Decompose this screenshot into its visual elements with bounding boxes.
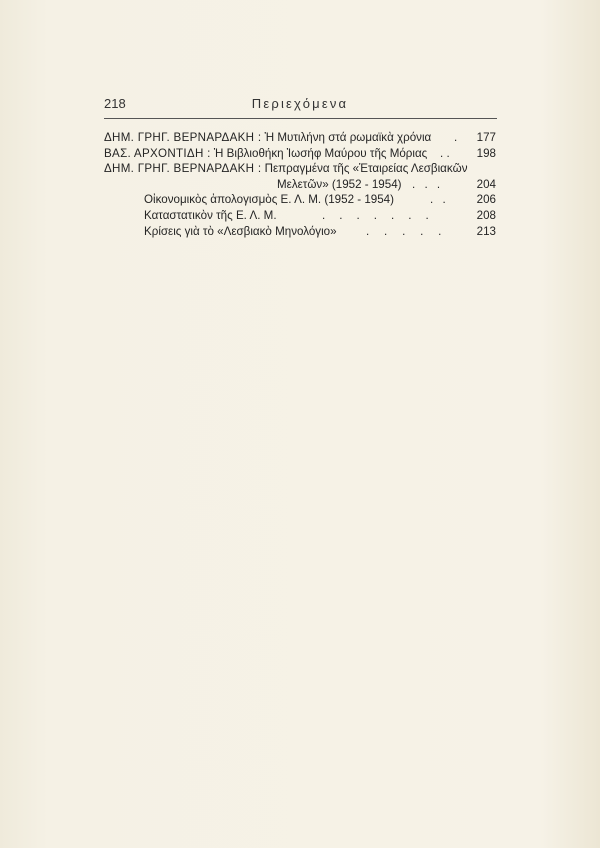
toc-page-number: 208 xyxy=(476,208,496,222)
header-rule xyxy=(104,118,497,119)
toc-title: Ἡ Βιβλιοθήκη Ἰωσήφ Μαύρου τῆς Μόριας xyxy=(213,146,428,160)
table-of-contents xyxy=(104,130,496,239)
toc-leader: . . xyxy=(430,193,449,207)
toc-page-number: 177 xyxy=(476,131,496,144)
toc-page-number: 198 xyxy=(476,146,496,160)
toc-page-number: 206 xyxy=(476,193,496,207)
toc-leader: . . xyxy=(440,146,450,160)
toc-entry xyxy=(104,177,496,193)
toc-page-number: 213 xyxy=(476,224,496,238)
toc-title: Οἰκονομικὸς ἀπολογισμὸς Ε. Λ. Μ. (1952 - 1954) xyxy=(144,193,394,207)
toc-author: ΔΗΜ. ΓΡΗΓ. ΒΕΡΝΑΡΔΑΚΗ : xyxy=(104,131,262,144)
toc-title: Πεπραγμένα τῆς «Ἑταιρείας Λεσβιακῶν xyxy=(264,162,468,176)
toc-leader: . . . xyxy=(412,177,444,191)
toc-title: Μελετῶν» (1952 - 1954) xyxy=(277,177,402,191)
page-header xyxy=(104,96,496,116)
toc-entry xyxy=(104,208,496,224)
toc-title: Καταστατικὸν τῆς Ε. Λ. Μ. xyxy=(144,208,277,222)
toc-leader: . xyxy=(454,131,458,144)
toc-entry xyxy=(104,161,496,177)
toc-entry xyxy=(104,224,496,240)
running-title: Περιεχόμενα xyxy=(251,96,349,111)
toc-author: ΒΑΣ. ΑΡΧΟΝΤΙΔΗ : xyxy=(104,146,211,160)
toc-entry xyxy=(104,130,496,146)
toc-title: Κρίσεις γιὰ τὸ «Λεσβιακὸ Μηνολόγιο» xyxy=(144,224,337,238)
toc-leader: . . . . . xyxy=(366,224,448,238)
toc-entry xyxy=(104,146,496,162)
toc-author: ΔΗΜ. ΓΡΗΓ. ΒΕΡΝΑΡΔΑΚΗ : xyxy=(104,162,262,176)
toc-entry xyxy=(104,192,496,208)
toc-leader: . . . . . . . xyxy=(322,208,435,222)
page-number: 218 xyxy=(104,96,126,111)
toc-title: Ἡ Μυτιλήνη στά ρωμαϊκὰ χρόνια xyxy=(264,131,432,144)
toc-page-number: 204 xyxy=(476,177,496,191)
